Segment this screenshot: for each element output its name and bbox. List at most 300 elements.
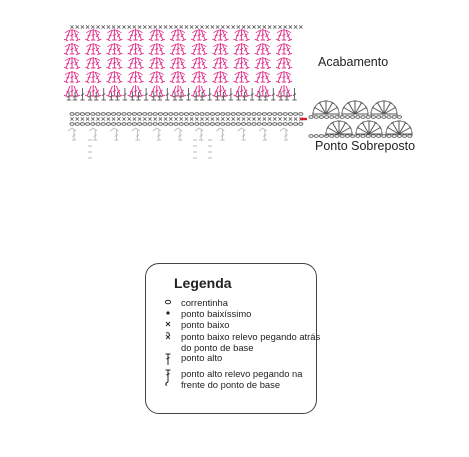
front-post-dc-icon [160, 368, 176, 388]
chain-stitch [262, 123, 266, 126]
sc-stitch [96, 117, 99, 120]
chain-stitch [345, 116, 349, 119]
sc-stitch [107, 25, 110, 28]
chain-stitch [231, 123, 235, 126]
sc-stitch [200, 25, 203, 28]
faded-mark [195, 128, 203, 131]
fan [356, 121, 382, 136]
chain-stitch [330, 116, 334, 119]
chain-stitch [247, 113, 251, 116]
dc-stitch [239, 29, 243, 40]
chain-stitch [257, 123, 261, 126]
sc-stitch [237, 25, 240, 28]
dc-stitch [282, 85, 286, 96]
faded-mark [153, 128, 161, 131]
dc-stitch [292, 88, 296, 100]
chain-stitch [309, 116, 313, 119]
chain-stitch [408, 135, 412, 138]
chain-stitch [96, 123, 100, 126]
chain-stitch [387, 116, 391, 119]
chain-stitch [164, 123, 168, 126]
chain-stitch [216, 123, 220, 126]
sc-stitch [190, 117, 193, 120]
chain-stitch [158, 113, 162, 116]
overlay-stitch-chart [309, 101, 412, 137]
chain-stitch [345, 135, 349, 138]
sc-stitch [252, 117, 255, 120]
sc-stitch [154, 117, 157, 120]
sc-stitch [128, 25, 131, 28]
chain-stitch [294, 123, 298, 126]
dc-stitch [102, 88, 106, 100]
chain-stitch [231, 113, 235, 116]
sc-stitch [138, 25, 141, 28]
sc-stitch [128, 117, 131, 120]
chain-stitch [112, 123, 116, 126]
chain-stitch [80, 123, 84, 126]
chain-stitch [268, 123, 272, 126]
chain-stitch [153, 123, 157, 126]
chain-stitch [335, 135, 339, 138]
dc-stitch [271, 88, 275, 100]
sc-stitch [148, 25, 151, 28]
legend-item-text: ponto alto relevo pegando na frente do ponto de base [181, 368, 303, 390]
sc-stitch [232, 117, 235, 120]
chain-stitch [70, 113, 74, 116]
dc-stitch [197, 57, 201, 68]
chain-stitch [122, 113, 126, 116]
dc-stitch [261, 71, 265, 82]
chain-stitch [75, 113, 79, 116]
chain-stitch [252, 123, 256, 126]
dc-stitch [155, 71, 159, 82]
sc-stitch [200, 117, 203, 120]
label-overlay-stitch: Ponto Sobreposto [315, 139, 416, 153]
sc-stitch [268, 117, 271, 120]
sc-stitch [299, 25, 302, 28]
chain-stitch [335, 116, 339, 119]
chain-stitch [382, 116, 386, 119]
dc-stitch [218, 43, 222, 54]
dc-stitch [123, 88, 127, 100]
chain-stitch [309, 135, 313, 138]
sc-stitch [195, 117, 198, 120]
legend-item-text: ponto alto [181, 352, 223, 363]
sc-stitch [107, 117, 110, 120]
sc-stitch [273, 25, 276, 28]
chain-stitch [361, 116, 365, 119]
legend-item-text: ponto baixo [181, 319, 230, 330]
dc-stitch [263, 130, 267, 140]
sc-stitch [278, 25, 281, 28]
sc-stitch [154, 25, 157, 28]
chain-stitch [106, 123, 110, 126]
chain-stitch [325, 116, 329, 119]
chain-stitch [351, 116, 355, 119]
dc-stitch [133, 85, 137, 96]
chain-stitch [319, 116, 323, 119]
fan [386, 121, 412, 136]
sc-stitch [211, 117, 214, 120]
sc-stitch [70, 25, 73, 28]
sc-stitch [143, 117, 146, 120]
sc-stitch [221, 117, 224, 120]
legend-item-text: correntinha [181, 297, 228, 308]
sc-stitch [143, 25, 146, 28]
chain-stitch [138, 113, 142, 116]
sc-stitch [180, 25, 183, 28]
chain-stitch [314, 116, 318, 119]
dc-stitch [70, 71, 74, 82]
dc-stitch [197, 71, 201, 82]
dc-stitch [70, 29, 74, 40]
dc-stitch [135, 130, 139, 140]
sc-stitch [164, 25, 167, 28]
sc-stitch [174, 25, 177, 28]
chain-stitch [273, 123, 277, 126]
faded-mark [216, 128, 224, 131]
faded-mark [89, 128, 97, 131]
chain-stitch [86, 113, 90, 116]
chain-stitch [179, 113, 183, 116]
chain-stitch [361, 135, 365, 138]
chain-stitch [340, 116, 344, 119]
sc-stitch [216, 25, 219, 28]
faded-mark [238, 128, 246, 131]
chain-stitch [143, 113, 147, 116]
chain-stitch [325, 135, 329, 138]
sc-stitch [138, 117, 141, 120]
chain-stitch [257, 113, 261, 116]
fan [313, 101, 339, 116]
chain-stitch [278, 113, 282, 116]
dc-stitch [133, 43, 137, 54]
chain-stitch [179, 123, 183, 126]
dc-stitch [239, 43, 243, 54]
dc-stitch [282, 43, 286, 54]
dc-stitch [218, 29, 222, 40]
dc-stitch [112, 57, 116, 68]
chain-stitch [112, 113, 116, 116]
dc-stitch [176, 71, 180, 82]
chain-stitch [392, 135, 396, 138]
back-post-sc-icon [160, 331, 176, 345]
chain-stitch [247, 123, 251, 126]
sc-stitch [221, 25, 224, 28]
chain-stitch [226, 113, 230, 116]
chain-stitch [75, 123, 79, 126]
chain-stitch [288, 113, 292, 116]
dc-stitch [80, 88, 84, 100]
sc-stitch [112, 25, 115, 28]
dc-stitch [114, 130, 118, 140]
x-icon [160, 319, 176, 331]
sc-stitch [91, 117, 94, 120]
dc-stitch [91, 85, 95, 96]
chain-stitch [190, 113, 194, 116]
dc-stitch [112, 85, 116, 96]
dc-stitch [133, 57, 137, 68]
sc-stitch [102, 117, 105, 120]
faded-mark [132, 128, 140, 131]
sc-stitch [216, 117, 219, 120]
dc-stitch [176, 85, 180, 96]
chain-stitch [299, 113, 303, 116]
sc-stitch [91, 25, 94, 28]
dc-stitch [250, 88, 254, 100]
faded-mark [259, 128, 267, 131]
sc-stitch [211, 25, 214, 28]
chain-stitch [138, 123, 142, 126]
chain-stitch [169, 113, 173, 116]
chain-stitch [122, 123, 126, 126]
chain-stitch [351, 135, 355, 138]
finishing-chart [64, 29, 297, 100]
chain-stitch [377, 135, 381, 138]
sc-stitch [185, 25, 188, 28]
chain-stitch [158, 123, 162, 126]
dc-stitch [144, 88, 148, 100]
sc-stitch [112, 117, 115, 120]
chain-stitch [174, 123, 178, 126]
chain-stitch [148, 113, 152, 116]
sc-stitch [76, 117, 79, 120]
base-rows [70, 113, 307, 126]
dc-stitch [178, 130, 182, 140]
chain-stitch [184, 113, 188, 116]
chain-stitch [101, 123, 105, 126]
sc-stitch [122, 25, 125, 28]
dc-stitch [282, 71, 286, 82]
chain-stitch [70, 123, 74, 126]
sc-stitch [284, 117, 287, 120]
chain-stitch [221, 123, 225, 126]
sc-stitch [102, 25, 105, 28]
dc-stitch [199, 130, 203, 140]
dc-stitch [157, 130, 161, 140]
dc-stitch [282, 29, 286, 40]
sc-stitch [159, 25, 162, 28]
chain-stitch [392, 116, 396, 119]
chain-stitch [101, 113, 105, 116]
chain-stitch [91, 123, 95, 126]
dc-stitch [239, 85, 243, 96]
chain-stitch [117, 113, 121, 116]
chain-stitch [330, 135, 334, 138]
legend-item-text: ponto baixíssimo [181, 308, 252, 319]
chain-stitch [299, 123, 303, 126]
dc-stitch [208, 88, 212, 100]
sc-stitch [206, 117, 209, 120]
sc-stitch [174, 117, 177, 120]
sc-stitch [268, 25, 271, 28]
chain-stitch [242, 123, 246, 126]
chain-stitch [106, 113, 110, 116]
dc-stitch [197, 43, 201, 54]
dc-stitch [72, 130, 76, 140]
dc-stitch [261, 57, 265, 68]
chain-stitch [252, 113, 256, 116]
sc-stitch [242, 117, 245, 120]
chain-stitch [319, 135, 323, 138]
dc-icon [160, 352, 176, 368]
chain-stitch [387, 135, 391, 138]
sc-stitch [76, 25, 79, 28]
dc-stitch [91, 71, 95, 82]
chain-stitch [242, 113, 246, 116]
sc-stitch [278, 117, 281, 120]
sc-stitch [117, 117, 120, 120]
dc-stitch [282, 57, 286, 68]
faded-mark [280, 128, 288, 131]
sc-stitch [81, 25, 84, 28]
chain-stitch [96, 113, 100, 116]
chain-stitch [397, 116, 401, 119]
sc-stitch [117, 25, 120, 28]
chain-stitch [195, 123, 199, 126]
sc-stitch [185, 117, 188, 120]
dc-stitch [133, 29, 137, 40]
chain-stitch [314, 135, 318, 138]
chain-stitch [273, 113, 277, 116]
sc-stitch [164, 117, 167, 120]
chain-stitch [262, 113, 266, 116]
dc-stitch [218, 57, 222, 68]
sc-stitch [148, 117, 151, 120]
dc-stitch [220, 130, 224, 140]
chain-stitch [371, 135, 375, 138]
chain-stitch [200, 123, 204, 126]
sc-stitch [86, 25, 89, 28]
dc-stitch [112, 43, 116, 54]
legend-item-text: ponto baixo relevo pegando atrás do ponto de base [181, 331, 321, 353]
sc-stitch [180, 117, 183, 120]
dc-stitch [261, 43, 265, 54]
dc-stitch [218, 85, 222, 96]
sc-stitch [273, 117, 276, 120]
chain-stitch [205, 123, 209, 126]
chain-stitch [190, 123, 194, 126]
chain-stitch [127, 113, 131, 116]
dc-stitch [229, 88, 233, 100]
chain-stitch [288, 123, 292, 126]
sc-stitch [294, 117, 297, 120]
sc-stitch [206, 25, 209, 28]
sc-stitch [226, 117, 229, 120]
dc-stitch [91, 29, 95, 40]
chain-stitch [397, 135, 401, 138]
dc-stitch [261, 85, 265, 96]
sc-stitch [133, 25, 136, 28]
sc-stitch [237, 117, 240, 120]
sc-stitch [195, 25, 198, 28]
dc-stitch [93, 130, 97, 140]
chain-stitch [148, 123, 152, 126]
chain-stitch [371, 116, 375, 119]
sc-stitch [226, 25, 229, 28]
faded-mark [174, 128, 182, 131]
dc-stitch [261, 29, 265, 40]
chain-stitch [216, 113, 220, 116]
chain-stitch [236, 113, 240, 116]
sc-stitch [242, 25, 245, 28]
chain-stitch [226, 123, 230, 126]
label-finishing: Acabamento [318, 55, 389, 69]
dc-stitch [239, 57, 243, 68]
dc-stitch [155, 85, 159, 96]
legend-box [145, 263, 321, 414]
sc-stitch [96, 25, 99, 28]
dc-stitch [112, 29, 116, 40]
chain-stitch [366, 135, 370, 138]
fan [326, 121, 352, 136]
sc-stitch [289, 25, 292, 28]
sc-stitch [263, 25, 266, 28]
dc-stitch [165, 88, 169, 100]
finishing-top-edge [70, 25, 302, 28]
chain-stitch [164, 113, 168, 116]
sc-stitch [169, 25, 172, 28]
dc-stitch [91, 57, 95, 68]
chain-stitch [117, 123, 121, 126]
chain-stitch [340, 135, 344, 138]
sc-stitch [232, 25, 235, 28]
chain-stitch [91, 113, 95, 116]
sc-stitch [133, 117, 136, 120]
chain-stitch [283, 123, 287, 126]
chain-stitch [127, 123, 131, 126]
dc-stitch [133, 71, 137, 82]
chain-stitch [174, 113, 178, 116]
chain-stitch [132, 123, 136, 126]
dc-stitch [218, 71, 222, 82]
chain-stitch [169, 123, 173, 126]
chain-stitch [377, 116, 381, 119]
dc-stitch [176, 43, 180, 54]
dc-stitch [70, 43, 74, 54]
chain-stitch [86, 123, 90, 126]
dc-stitch [197, 85, 201, 96]
sc-stitch [169, 117, 172, 120]
dc-stitch [155, 29, 159, 40]
dc-stitch [197, 29, 201, 40]
chain-stitch [221, 113, 225, 116]
chain-stitch [200, 113, 204, 116]
chain-stitch [210, 113, 214, 116]
dc-stitch [176, 29, 180, 40]
sc-stitch [263, 117, 266, 120]
sc-stitch [70, 117, 73, 120]
chain-stitch [283, 113, 287, 116]
dc-stitch [284, 130, 288, 140]
sc-stitch [258, 25, 261, 28]
faded-mark [110, 128, 118, 131]
dc-stitch [112, 71, 116, 82]
sc-stitch [159, 117, 162, 120]
chain-stitch [268, 113, 272, 116]
chain-stitch [205, 113, 209, 116]
chain-stitch [132, 113, 136, 116]
sc-stitch [122, 117, 125, 120]
sc-stitch [252, 25, 255, 28]
chain-stitch [236, 123, 240, 126]
chain-stitch [143, 123, 147, 126]
sc-stitch [289, 117, 292, 120]
dc-stitch [70, 85, 74, 96]
fan [371, 101, 397, 116]
sc-stitch [284, 25, 287, 28]
dc-stitch [241, 130, 245, 140]
